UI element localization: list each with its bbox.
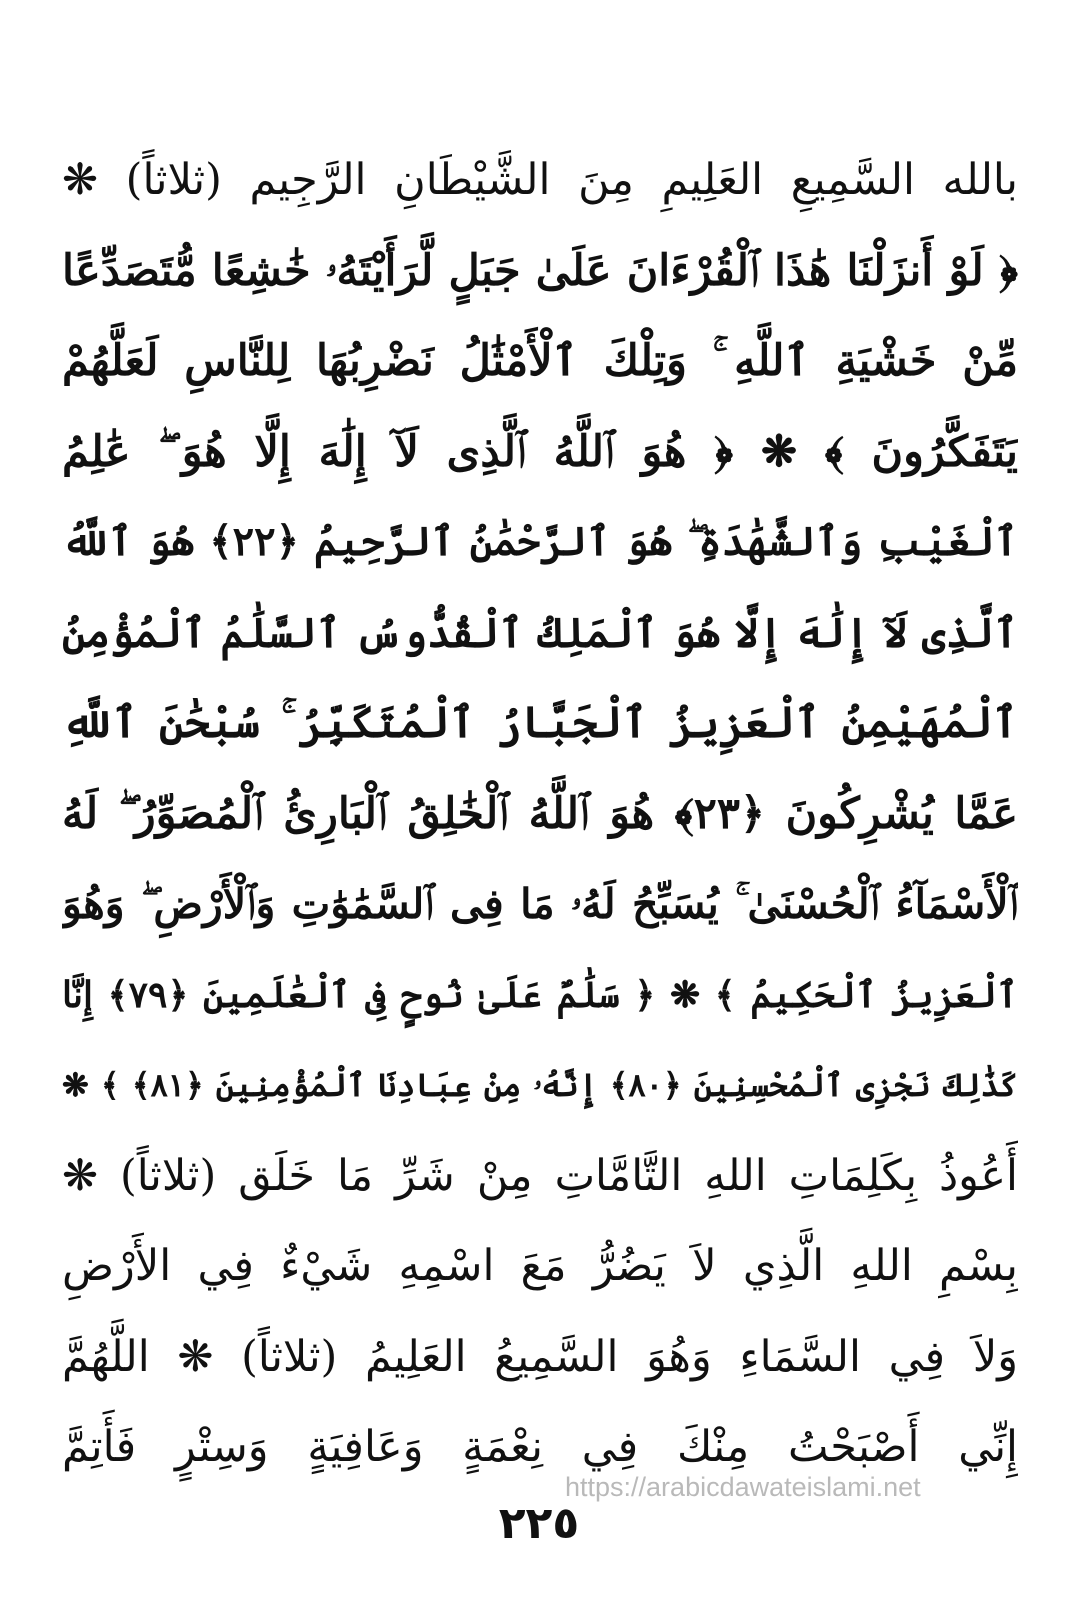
page-number: ٢٢٥ — [498, 1498, 580, 1549]
text-line-7: ٱلْمُهَيْمِنُ ٱلْعَزِيزُ ٱلْجَبَّارُ ٱلْمُتَكَبِّرُ ۚ سُبْحَٰنَ ٱللَّهِ — [62, 698, 1018, 748]
text-body — [62, 135, 1018, 1493]
text-line-5: ٱلْغَيْبِ وَٱلشَّهَٰدَةِ ۖ هُوَ ٱلرَّحْمَٰنُ ٱلرَّحِيمُ ﴿٢٢﴾ هُوَ ٱللَّهُ — [62, 518, 1018, 565]
text-line-12: أَعُوذُ بِكَلِمَاتِ اللهِ التَّامَّاتِ مِنْ شَرِّ مَا خَلَق (ثلاثاً) ❋ — [62, 1150, 1018, 1201]
text-line-14: وَلاَ فِي السَّمَاءِ وَهُوَ السَّمِيعُ العَلِيمُ (ثلاثاً) ❋ اللَّهُمَّ — [62, 1331, 1018, 1382]
text-line-1: بالله السَّمِيعِ العَلِيمِ مِنَ الشَّيْطَانِ الرَّجِيم (ثلاثاً) ❋ — [62, 155, 1018, 205]
text-line-4: يَتَفَكَّرُونَ ﴾ ❋ ﴿ هُوَ ٱللَّهُ ٱلَّذِى لَآ إِلَٰهَ إِلَّا هُوَ ۖ عَٰلِمُ — [62, 426, 1018, 477]
text-line-6: ٱلَّذِى لَآ إِلَٰهَ إِلَّا هُوَ ٱلْمَلِكُ ٱلْقُدُّوسُ ٱلسَّلَٰمُ ٱلْمُؤْمِنُ — [62, 608, 1018, 657]
text-line-2: ﴿ لَوْ أَنزَلْنَا هَٰذَا ٱلْقُرْءَانَ عَلَىٰ جَبَلٍ لَّرَأَيْتَهُۥ خَٰشِعًا مُّتَصَدِّعًا — [62, 245, 1018, 296]
text-line-15: إِنِّي أَصْبَحْتُ مِنْكَ فِي نِعْمَةٍ وَعَافِيَةٍ وَسِتْرٍ فَأَتِمَّ — [62, 1422, 1018, 1472]
watermark-url: https://arabicdawateislami.net — [565, 1472, 921, 1502]
text-line-11: كَذَٰلِكَ نَجْزِى ٱلْمُحْسِنِينَ ﴿٨٠﴾ إِنَّهُۥ مِنْ عِبَادِنَا ٱلْمُؤْمِنِينَ ﴿٨١﴾ ﴾ ❋ — [62, 1066, 1018, 1104]
text-line-3: مِّنْ خَشْيَةِ ٱللَّهِ ۚ وَتِلْكَ ٱلْأَمْثَٰلُ نَضْرِبُهَا لِلنَّاسِ لَعَلَّهُمْ — [62, 336, 1018, 386]
text-line-10: ٱلْعَزِيزُ ٱلْحَكِيمُ ﴾ ❋ ﴿ سَلَٰمٌ عَلَىٰ نُوحٍ فِى ٱلْعَٰلَمِينَ ﴿٧٩﴾ إِنَّا — [62, 973, 1018, 1016]
text-line-8: عَمَّا يُشْرِكُونَ ﴿٢٣﴾ هُوَ ٱللَّهُ ٱلْخَٰلِقُ ٱلْبَارِئُ ٱلْمُصَوِّرُ ۖ لَهُ — [62, 788, 1018, 839]
text-line-9: ٱلْأَسْمَآءُ ٱلْحُسْنَىٰ ۚ يُسَبِّحُ لَهُۥ مَا فِى ٱلسَّمَٰوَٰتِ وَٱلْأَرْضِ ۖ وَهُوَ — [62, 880, 1018, 928]
text-line-13: بِسْمِ اللهِ الَّذِي لاَ يَضُرُّ مَعَ اسْمِهِ شَيْءٌ فِي الأَرْضِ — [62, 1241, 1018, 1291]
